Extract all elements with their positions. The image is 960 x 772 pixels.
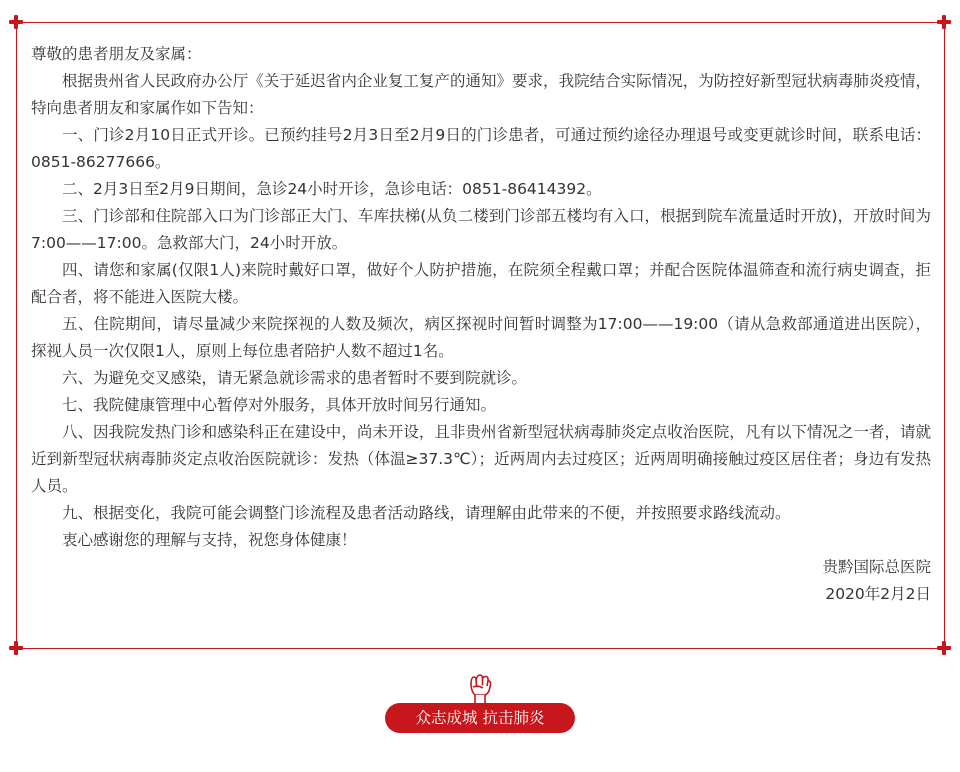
notice-item-7: 七、我院健康管理中心暂停对外服务，具体开放时间另行通知。: [62, 396, 497, 414]
notice-item-5: 五、住院期间，请尽量减少来院探视的人数及频次，病区探视时间暂时调整为17:00——19:00（请从急救部通道进出医院），探视人员一次仅限1人，原则上每位患者陪护人数不超过1名。: [31, 315, 931, 360]
frame-right-border: [944, 22, 945, 648]
notice-date: 2020年2月2日: [825, 585, 931, 603]
notice-item-1: 一、门诊2月10日正式开诊。已预约挂号2月3日至2月9日的门诊患者，可通过预约途径办理退号或变更就诊时间，联系电话：0851-86277666。: [31, 126, 931, 171]
notice-item-8: 八、因我院发热门诊和感染科正在建设中，尚未开设，且非贵州省新型冠状病毒肺炎定点收治医院，凡有以下情况之一者，请就近到新型冠状病毒肺炎定点收治医院就诊：发热（体温≥37.3℃）；近两周内去过疫区；近两周明确接触过疫区居住者；身边有发热人员。: [31, 423, 931, 495]
red-cross-icon: [9, 15, 23, 29]
frame-left-border: [16, 22, 17, 648]
frame-top-border: [16, 22, 944, 23]
notice-item-6: 六、为避免交叉感染，请无紧急就诊需求的患者暂时不要到院就诊。: [62, 369, 528, 387]
red-cross-icon: [937, 15, 951, 29]
notice-body: [31, 41, 931, 608]
notice-item-2: 二、2月3日至2月9日期间，急诊24小时开诊，急诊电话：0851-86414392。: [62, 180, 602, 198]
notice-closing: 衷心感谢您的理解与支持，祝您身体健康！: [62, 531, 357, 549]
notice-signature: 贵黔国际总医院: [822, 558, 931, 576]
notice-intro: 根据贵州省人民政府办公厅《关于延迟省内企业复工复产的通知》要求，我院结合实际情况，为防控好新型冠状病毒肺炎疫情，特向患者朋友和家属作如下告知：: [31, 72, 931, 117]
frame-bottom-border: [16, 648, 944, 649]
slogan-banner: 众志成城 抗击肺炎: [385, 703, 575, 733]
red-cross-icon: [937, 641, 951, 655]
notice-item-4: 四、请您和家属(仅限1人)来院时戴好口罩，做好个人防护措施，在院须全程戴口罩；并配合医院体温筛查和流行病史调查，拒配合者，将不能进入医院大楼。: [31, 261, 931, 306]
red-cross-icon: [9, 641, 23, 655]
notice-greeting: 尊敬的患者朋友及家属：: [31, 45, 202, 63]
notice-item-9: 九、根据变化，我院可能会调整门诊流程及患者活动路线，请理解由此带来的不便，并按照要求路线流动。: [62, 504, 791, 522]
notice-item-3: 三、门诊部和住院部入口为门诊部正大门、车库扶梯(从负二楼到门诊部五楼均有入口，根据到院车流量适时开放)，开放时间为7:00——17:00。急救部大门，24小时开放。: [31, 207, 931, 252]
raised-fist-icon: [466, 672, 494, 706]
